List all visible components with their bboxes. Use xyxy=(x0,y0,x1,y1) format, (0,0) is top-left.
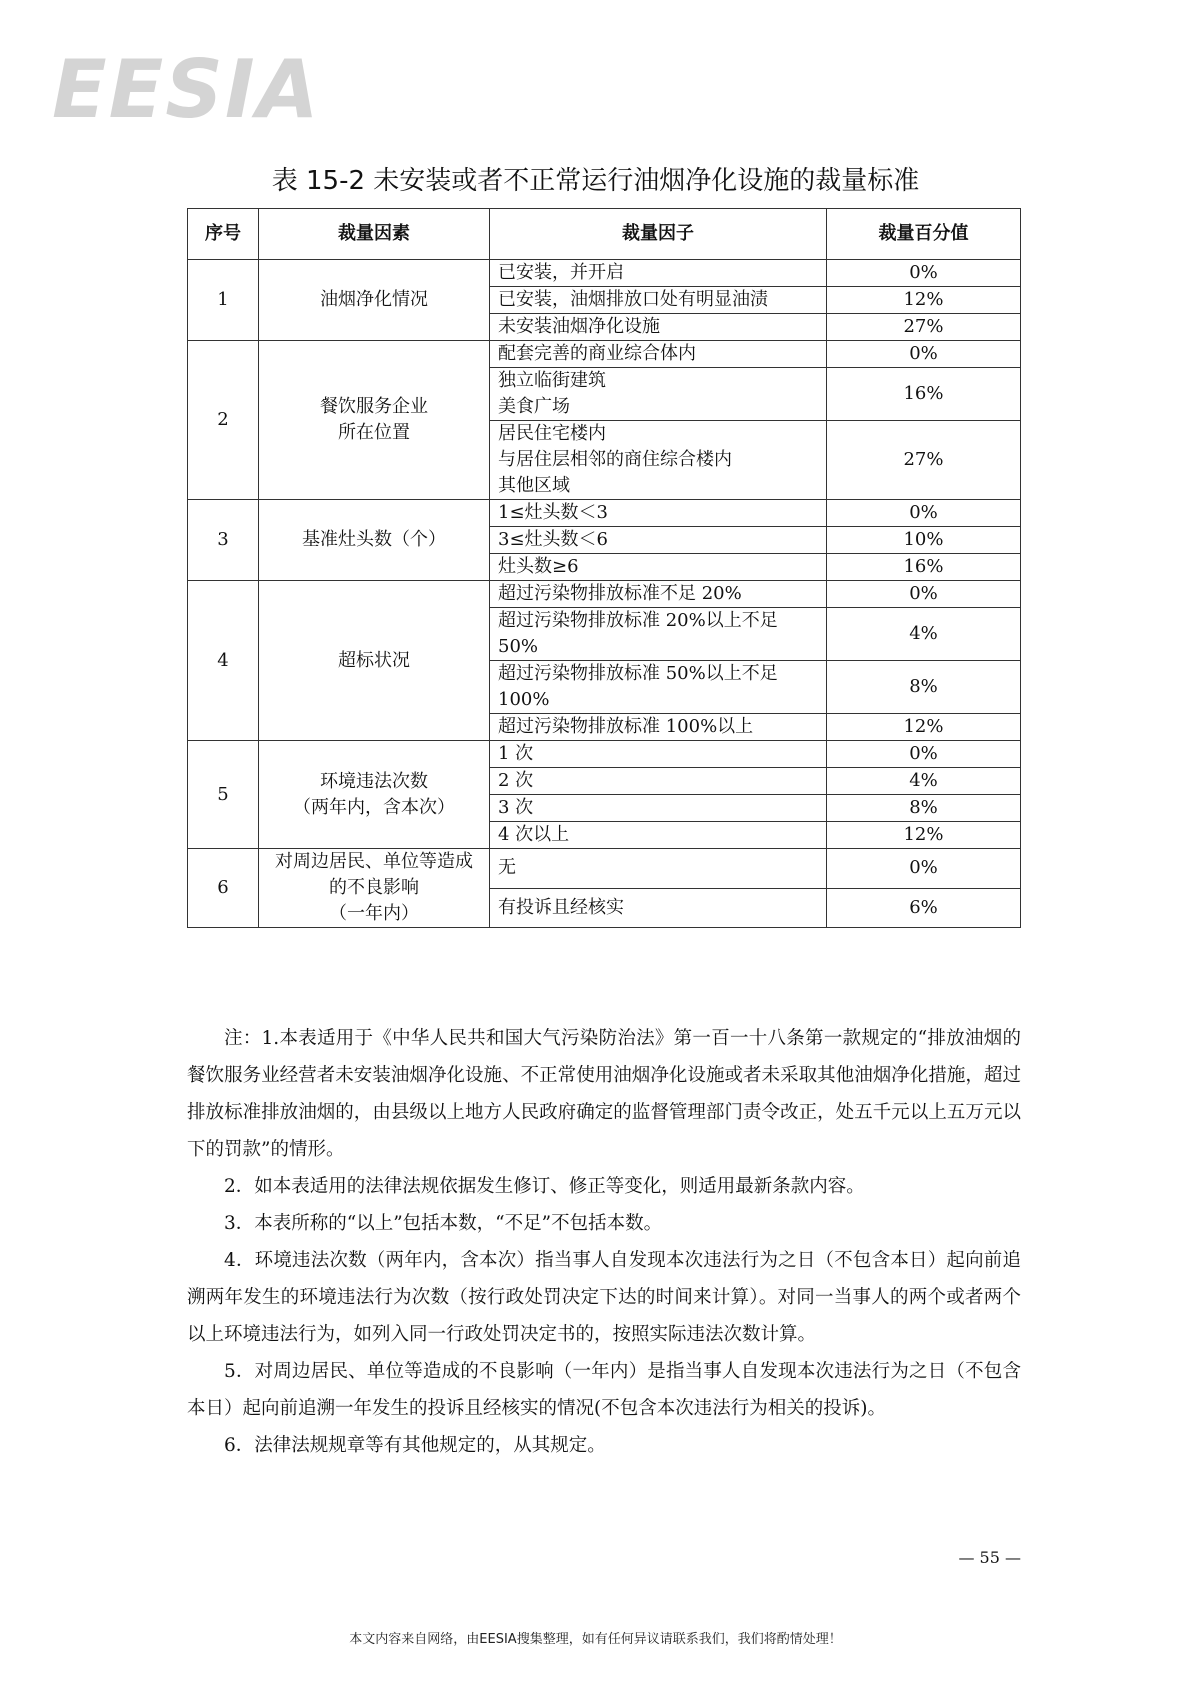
cell-item xyxy=(490,421,827,500)
note-paragraph: 5．对周边居民、单位等造成的不良影响（一年内）是指当事人自发现本次违法行为之日（不包含本日）起向前追溯一年发生的投诉且经核实的情况(不包含本次违法行为相关的投诉)。 xyxy=(187,1361,1021,1419)
cell-item xyxy=(490,661,827,714)
item-line: 配套完善的商业综合体内 xyxy=(498,343,696,364)
cell-item xyxy=(490,314,827,341)
cell-seq: 5 xyxy=(188,741,259,849)
factor-line: 的不良影响 xyxy=(329,877,419,898)
cell-percent: 0% xyxy=(827,500,1021,527)
table-row xyxy=(188,849,1021,889)
footer-disclaimer: 本文内容来自网络，由EESIA搜集整理，如有任何异议请联系我们，我们将酌情处理！ xyxy=(349,1632,842,1647)
cell-percent: 27% xyxy=(827,421,1021,500)
cell-percent: 27% xyxy=(827,314,1021,341)
factor-line: 环境违法次数 xyxy=(320,770,428,792)
cell-factor xyxy=(259,741,490,849)
cell-percent: 0% xyxy=(827,741,1021,768)
item-line: 独立临街建筑 xyxy=(498,370,606,391)
cell-item xyxy=(490,795,827,822)
factor-line: 油烟净化情况 xyxy=(320,289,428,310)
cell-percent: 4% xyxy=(827,768,1021,795)
table-row xyxy=(188,581,1021,608)
factor-line: （两年内，含本次） xyxy=(293,796,455,818)
item-line: 灶头数≥6 xyxy=(498,556,579,577)
table-row xyxy=(188,741,1021,768)
cell-factor xyxy=(259,849,490,928)
table-row xyxy=(188,260,1021,287)
item-line: 1 次 xyxy=(498,743,534,764)
penalty-standard-table xyxy=(187,208,1021,928)
item-line: 美食广场 xyxy=(498,396,570,417)
cell-item xyxy=(490,888,827,928)
cell-seq: 2 xyxy=(188,341,259,500)
factor-line: 对周边居民、单位等造成 xyxy=(275,851,473,872)
cell-percent: 16% xyxy=(827,554,1021,581)
cell-item xyxy=(490,822,827,849)
cell-percent: 4% xyxy=(827,608,1021,661)
cell-factor xyxy=(259,260,490,341)
factor-line: 超标状况 xyxy=(338,649,410,671)
cell-item xyxy=(490,368,827,421)
item-line: 3 次 xyxy=(498,797,534,818)
cell-item xyxy=(490,500,827,527)
cell-percent: 6% xyxy=(827,888,1021,928)
cell-percent: 10% xyxy=(827,527,1021,554)
cell-seq: 6 xyxy=(188,849,259,928)
table-body xyxy=(188,260,1021,928)
table-row xyxy=(188,500,1021,527)
page-number: — 55 — xyxy=(958,1548,1021,1567)
cell-percent: 0% xyxy=(827,341,1021,368)
item-line: 超过污染物排放标准 50%以上不足 xyxy=(498,663,778,684)
cell-factor xyxy=(259,500,490,581)
item-line: 100% xyxy=(498,689,550,710)
header-factor: 裁量因素 xyxy=(259,209,490,260)
cell-item xyxy=(490,554,827,581)
factor-line: 餐饮服务企业 xyxy=(320,396,428,417)
cell-item xyxy=(490,260,827,287)
cell-item xyxy=(490,768,827,795)
note-paragraph: 注：1.本表适用于《中华人民共和国大气污染防治法》第一百一十八条第一款规定的“排放油烟的餐饮服务业经营者未安装油烟净化设施、不正常使用油烟净化设施或者未采取其他油烟净化措施，超过排放标准排放油烟的，由县级以上地方人民政府确定的监督管理部门责令改正，处五千元以上五万元以下的罚款”的情形。 xyxy=(187,1028,1021,1160)
item-line: 超过污染物排放标准 100%以上 xyxy=(498,716,754,737)
cell-seq: 3 xyxy=(188,500,259,581)
factor-line: 基准灶头数（个） xyxy=(302,529,446,550)
note-paragraph: 2．如本表适用的法律法规依据发生修订、修正等变化，则适用最新条款内容。 xyxy=(224,1176,865,1197)
item-line: 3≤灶头数＜6 xyxy=(498,529,608,550)
cell-item xyxy=(490,849,827,889)
cell-factor xyxy=(259,581,490,741)
factor-line: （一年内） xyxy=(329,903,419,924)
cell-percent: 0% xyxy=(827,581,1021,608)
cell-percent: 12% xyxy=(827,287,1021,314)
cell-percent: 12% xyxy=(827,714,1021,741)
eesia-logo: EESIA xyxy=(52,43,321,136)
header-percent: 裁量百分值 xyxy=(827,209,1021,260)
item-line: 50% xyxy=(498,636,539,657)
cell-percent: 8% xyxy=(827,661,1021,714)
cell-percent: 0% xyxy=(827,260,1021,287)
cell-seq: 4 xyxy=(188,581,259,741)
table-header-row xyxy=(188,209,1021,260)
item-line: 4 次以上 xyxy=(498,824,570,845)
item-line: 无 xyxy=(498,857,516,879)
notes-section xyxy=(187,1020,1021,1464)
table-row xyxy=(188,341,1021,368)
cell-percent: 12% xyxy=(827,822,1021,849)
cell-percent: 16% xyxy=(827,368,1021,421)
item-line: 其他区域 xyxy=(498,475,570,496)
cell-item xyxy=(490,714,827,741)
header-seq: 序号 xyxy=(188,209,259,260)
item-line: 未安装油烟净化设施 xyxy=(498,316,660,337)
item-line: 1≤灶头数＜3 xyxy=(498,502,608,523)
item-line: 已安装，并开启 xyxy=(498,262,624,283)
item-line: 超过污染物排放标准 20%以上不足 xyxy=(498,610,778,631)
cell-item xyxy=(490,741,827,768)
note-paragraph: 6．法律法规规章等有其他规定的，从其规定。 xyxy=(224,1435,606,1456)
table-title: 表 15-2 未安装或者不正常运行油烟净化设施的裁量标准 xyxy=(271,166,920,196)
cell-item xyxy=(490,287,827,314)
item-line: 2 次 xyxy=(498,770,534,791)
item-line: 已安装，油烟排放口处有明显油渍 xyxy=(498,289,768,310)
factor-line: 所在位置 xyxy=(338,422,410,443)
cell-item xyxy=(490,527,827,554)
note-paragraph: 3．本表所称的“以上”包括本数，“不足”不包括本数。 xyxy=(224,1213,663,1234)
item-line: 超过污染物排放标准不足 20% xyxy=(498,583,742,604)
cell-item xyxy=(490,608,827,661)
cell-percent: 0% xyxy=(827,849,1021,889)
cell-factor xyxy=(259,341,490,500)
item-line: 有投诉且经核实 xyxy=(498,896,624,918)
item-line: 与居住层相邻的商住综合楼内 xyxy=(498,449,732,470)
cell-seq: 1 xyxy=(188,260,259,341)
note-paragraph: 4．环境违法次数（两年内，含本次）指当事人自发现本次违法行为之日（不包含本日）起向前追溯两年发生的环境违法行为次数（按行政处罚决定下达的时间来计算）。对同一当事人的两个或者两个以上环境违法行为，如列入同一行政处罚决定书的，按照实际违法次数计算。 xyxy=(187,1250,1021,1345)
cell-percent: 8% xyxy=(827,795,1021,822)
item-line: 居民住宅楼内 xyxy=(498,423,606,444)
cell-item xyxy=(490,581,827,608)
header-item: 裁量因子 xyxy=(490,209,827,260)
cell-item xyxy=(490,341,827,368)
